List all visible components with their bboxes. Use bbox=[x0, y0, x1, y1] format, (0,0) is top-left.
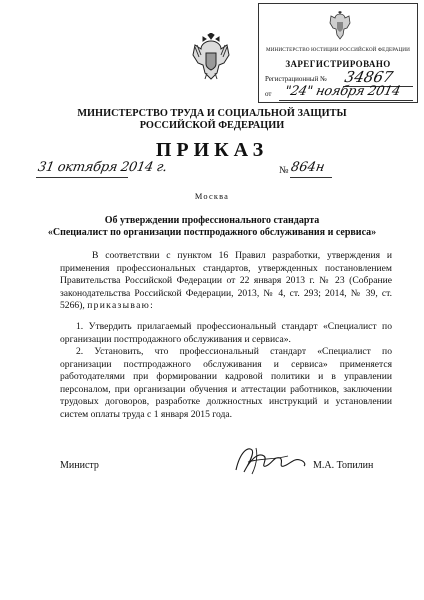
ministry-title bbox=[0, 108, 424, 132]
intro-paragraph bbox=[60, 250, 392, 313]
stamp-date-underline bbox=[279, 100, 413, 101]
order-item-2: 2. Установить, что профессиональный стандарт «Специалист по организации постпродажного обслуживания и сервиса» применяется работодателями при формировании кадровой политики и в управлении персоналом, при организации обучения и аттестации работников, заключении трудовых договоров, разработке должностных инструкций и установлении систем оплаты труда с 1 января 2015 года. bbox=[60, 346, 392, 420]
registration-stamp bbox=[258, 3, 418, 103]
order-subject-line1: Об утверждении профессионального стандарта bbox=[104, 215, 320, 226]
coat-of-arms-icon bbox=[191, 33, 231, 81]
ministry-title-line2: РОССИЙСКОЙ ФЕДЕРАЦИИ bbox=[139, 120, 285, 131]
ministry-title-line1: МИНИСТЕРСТВО ТРУДА И СОЦИАЛЬНОЙ ЗАЩИТЫ bbox=[77, 108, 347, 119]
order-number-label: № bbox=[279, 165, 289, 176]
stamp-emblem-icon bbox=[329, 11, 351, 43]
handwritten-signature bbox=[230, 442, 310, 478]
order-subject bbox=[0, 215, 424, 239]
order-date: 31 октября 2014 г. bbox=[36, 160, 169, 175]
order-number: 864н bbox=[289, 160, 326, 175]
order-item-1: 1. Утвердить прилагаемый профессиональный стандарт «Специалист по организации постпродажного обслуживания и сервиса». bbox=[60, 321, 392, 345]
city: Москва bbox=[194, 192, 230, 201]
stamp-registration-date: "24" ноября 2014 bbox=[283, 84, 402, 99]
order-subject-line2: «Специалист по организации постпродажного обслуживания и сервиса» bbox=[47, 227, 377, 238]
stamp-registration-number: 34867 bbox=[343, 68, 395, 86]
order-word: приказываю: bbox=[87, 300, 155, 312]
minister-name: М.А. Топилин bbox=[313, 460, 374, 471]
minister-title: Министр bbox=[60, 460, 99, 471]
stamp-registration-label: Регистрационный № bbox=[265, 75, 327, 83]
intro-text: В соответствии с пунктом 16 Правил разработки, утверждения и применения профессиональных стандартов, утвержденных постановлением Правительства Российской Федерации от 22 января 2013 г. № 23 (Собрание законодательства Российской Федерации, 2013, № 4, ст. 293; 2014, № 39, ст. 5266), bbox=[60, 250, 392, 312]
stamp-from-label: от bbox=[265, 90, 272, 98]
order-date-underline bbox=[36, 177, 128, 178]
stamp-ministry-text: МИНИСТЕРСТВО ЮСТИЦИИ РОССИЙСКОЙ ФЕДЕРАЦИИ bbox=[265, 47, 410, 53]
stamp-registered-text: ЗАРЕГИСТРИРОВАНО bbox=[285, 59, 391, 69]
order-number-underline bbox=[290, 177, 332, 178]
order-title: ПРИКАЗ bbox=[155, 139, 269, 161]
